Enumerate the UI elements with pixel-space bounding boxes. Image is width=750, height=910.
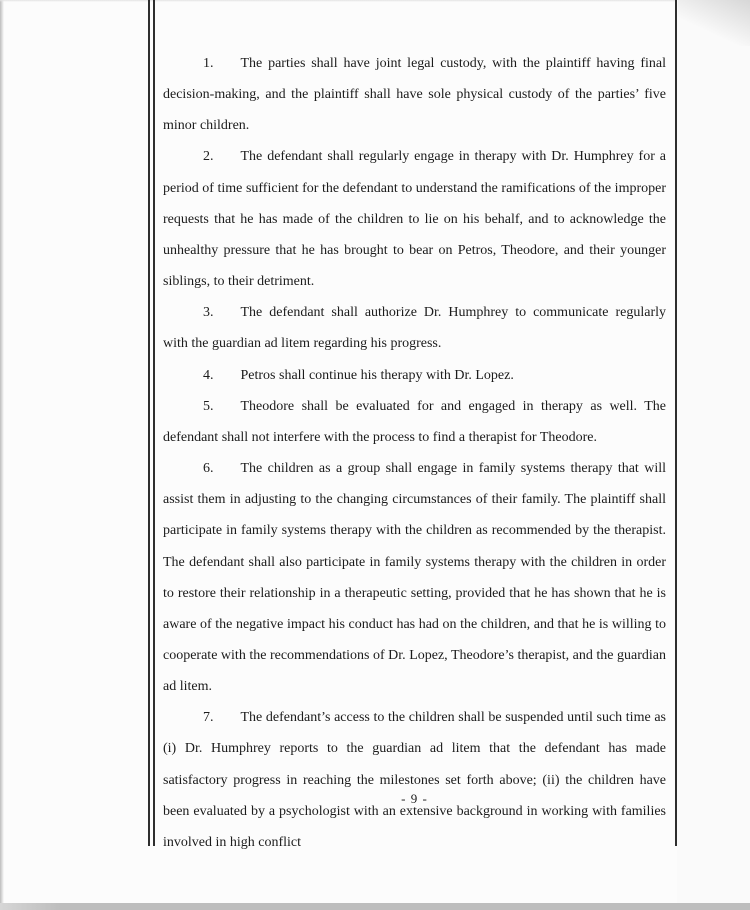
paragraph-text: The defendant shall authorize Dr. Humphrey to communicate regularly with the guardian ad litem regarding his progress. <box>163 305 666 352</box>
order-paragraph-2 <box>163 141 666 297</box>
paragraph-number: 7. <box>203 710 214 726</box>
order-paragraph-4 <box>163 360 666 391</box>
paragraph-text: The defendant shall regularly engage in therapy with Dr. Humphrey for a period of time sufficient for the defendant to understand the ramifications of the improper requests that he has made of the children to lie on his behalf, and to acknowledge the unhealthy pressure that he has brought to bear on Petros, Theodore, and their younger siblings, to their detriment. <box>163 149 666 290</box>
pleading-left-double-rule <box>148 0 155 846</box>
pleading-right-rule <box>675 0 677 846</box>
paragraph-text: The parties shall have joint legal custody, with the plaintiff having final decision-making, and the plaintiff shall have sole physical custody of the parties’ five minor children. <box>163 56 666 134</box>
scan-left-edge <box>0 0 4 910</box>
scan-top-edge <box>0 0 750 2</box>
order-text-block <box>163 48 666 858</box>
paragraph-text: Petros shall continue his therapy with Dr. Lopez. <box>240 367 514 383</box>
paragraph-text: Theodore shall be evaluated for and engaged in therapy as well. The defendant shall not interfere with the process to find a therapist for Theodore. <box>163 398 666 445</box>
order-paragraph-6 <box>163 453 666 702</box>
right-margin-gutter <box>677 0 750 910</box>
paragraph-number: 2. <box>203 149 214 165</box>
paragraph-text: The defendant’s access to the children shall be suspended until such time as (i) Dr. Humphrey reports to the guardian ad litem that the defendant has made satisfactory progress in reaching the milestones set forth above; (ii) the children have been evaluated by a psychologist with an extensive background in working with families involved in high conflict <box>163 710 666 850</box>
order-paragraph-1 <box>163 48 666 141</box>
page-number: - 9 - <box>401 791 428 806</box>
bottom-scan-bar <box>0 903 750 910</box>
scan-corner-shadow <box>678 0 750 46</box>
paragraph-number: 6. <box>203 461 214 477</box>
paragraph-number: 5. <box>203 398 214 414</box>
order-paragraph-5 <box>163 391 666 453</box>
order-paragraph-7 <box>163 702 666 858</box>
paragraph-number: 1. <box>203 56 214 71</box>
paragraph-number: 3. <box>203 305 214 321</box>
paragraph-text: The children as a group shall engage in family systems therapy that will assist them in adjusting to the changing circumstances of their family. The plaintiff shall participate in family systems therapy with the children as recommended by the therapist. The defendant shall also participate in family systems therapy with the children in order to restore their relationship in a therapeutic setting, provided that he has shown that he is aware of the negative impact his conduct has had on the children, and that he is willing to cooperate with the recommendations of Dr. Lopez, Theodore’s therapist, and the guardian ad litem. <box>163 461 666 695</box>
paragraph-number: 4. <box>203 367 214 383</box>
order-paragraph-3 <box>163 297 666 359</box>
